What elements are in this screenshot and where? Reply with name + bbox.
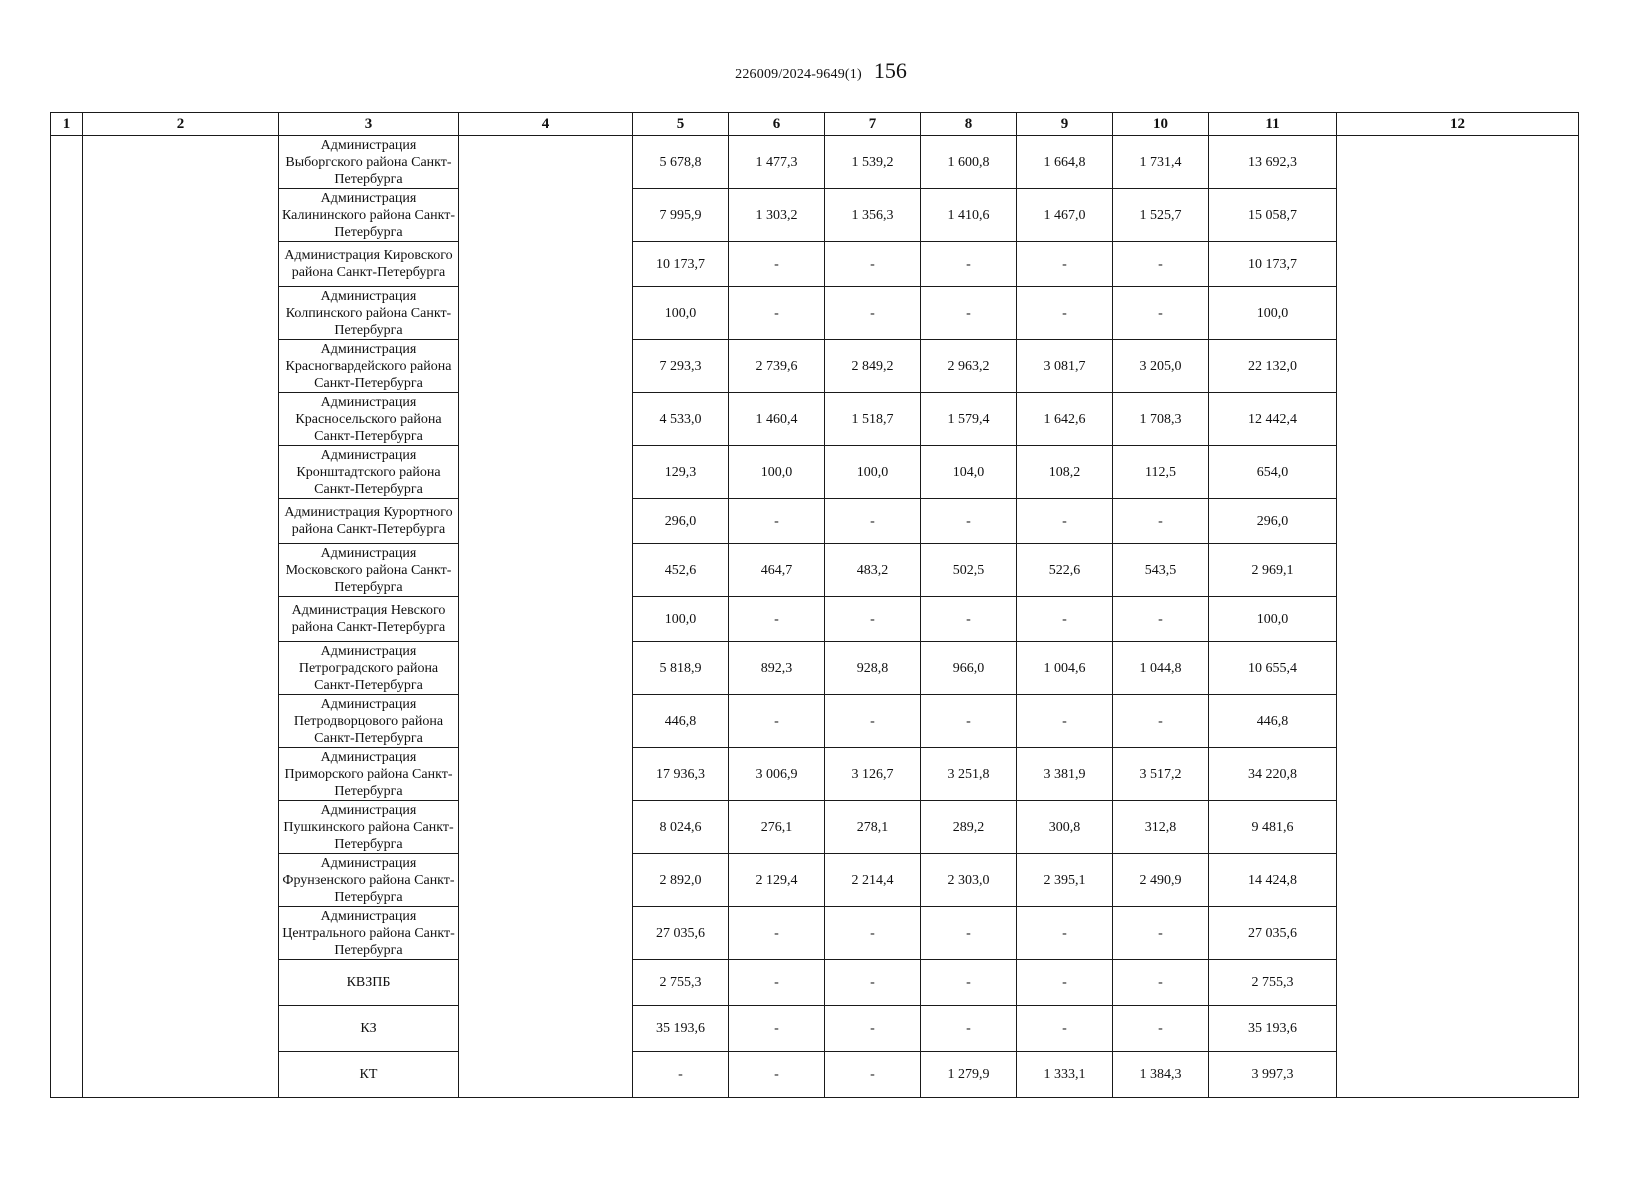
value-cell-col-11: 13 692,3 [1209, 136, 1337, 189]
column-header-2: 2 [83, 113, 279, 136]
executor-cell: КТ [279, 1052, 459, 1098]
value-cell-col-6: - [729, 242, 825, 287]
executor-cell: Администрация Красногвардейского района Санкт-Петербурга [279, 340, 459, 393]
value-cell-col-10: 1 525,7 [1113, 189, 1209, 242]
value-cell-col-8: 289,2 [921, 801, 1017, 854]
value-cell-col-5: 35 193,6 [633, 1006, 729, 1052]
value-cell-col-9: - [1017, 1006, 1113, 1052]
value-cell-col-5: 5 818,9 [633, 642, 729, 695]
value-cell-col-10: 543,5 [1113, 544, 1209, 597]
executor-cell: Администрация Кронштадтского района Санкт-Петербурга [279, 446, 459, 499]
value-cell-col-6: 2 129,4 [729, 854, 825, 907]
value-cell-col-6: - [729, 695, 825, 748]
value-cell-col-7: 483,2 [825, 544, 921, 597]
value-cell-col-5: 129,3 [633, 446, 729, 499]
value-cell-col-6: - [729, 597, 825, 642]
value-cell-col-10: - [1113, 1006, 1209, 1052]
value-cell-col-11: 446,8 [1209, 695, 1337, 748]
executor-cell: Администрация Выборгского района Санкт-Петербурга [279, 136, 459, 189]
column-header-9: 9 [1017, 113, 1113, 136]
value-cell-col-6: - [729, 960, 825, 1006]
value-cell-col-8: - [921, 960, 1017, 1006]
value-cell-col-6: - [729, 499, 825, 544]
value-cell-col-6: - [729, 287, 825, 340]
value-cell-col-6: 276,1 [729, 801, 825, 854]
budget-table-sheet [50, 112, 1578, 1098]
value-cell-col-9: 300,8 [1017, 801, 1113, 854]
value-cell-col-8: 1 410,6 [921, 189, 1017, 242]
value-cell-col-11: 100,0 [1209, 597, 1337, 642]
value-cell-col-6: 3 006,9 [729, 748, 825, 801]
empty-cell-col-1 [51, 136, 83, 1098]
value-cell-col-6: - [729, 1006, 825, 1052]
value-cell-col-8: 104,0 [921, 446, 1017, 499]
executor-cell: КВЗПБ [279, 960, 459, 1006]
value-cell-col-10: - [1113, 597, 1209, 642]
table-row [51, 136, 1579, 189]
value-cell-col-5: 10 173,7 [633, 242, 729, 287]
value-cell-col-6: 100,0 [729, 446, 825, 499]
value-cell-col-9: - [1017, 287, 1113, 340]
value-cell-col-9: 1 467,0 [1017, 189, 1113, 242]
value-cell-col-7: 928,8 [825, 642, 921, 695]
value-cell-col-10: 1 731,4 [1113, 136, 1209, 189]
value-cell-col-8: 2 303,0 [921, 854, 1017, 907]
value-cell-col-7: 1 539,2 [825, 136, 921, 189]
value-cell-col-10: 1 384,3 [1113, 1052, 1209, 1098]
value-cell-col-11: 35 193,6 [1209, 1006, 1337, 1052]
executor-cell: Администрация Петродворцового района Санкт-Петербурга [279, 695, 459, 748]
value-cell-col-11: 3 997,3 [1209, 1052, 1337, 1098]
value-cell-col-8: 2 963,2 [921, 340, 1017, 393]
budget-table [50, 112, 1579, 1098]
value-cell-col-6: 464,7 [729, 544, 825, 597]
value-cell-col-5: 7 293,3 [633, 340, 729, 393]
value-cell-col-6: 1 477,3 [729, 136, 825, 189]
executor-cell: Администрация Колпинского района Санкт-Петербурга [279, 287, 459, 340]
executor-cell: Администрация Курортного района Санкт-Петербурга [279, 499, 459, 544]
value-cell-col-8: - [921, 597, 1017, 642]
value-cell-col-6: 1 303,2 [729, 189, 825, 242]
value-cell-col-7: - [825, 907, 921, 960]
value-cell-col-11: 9 481,6 [1209, 801, 1337, 854]
value-cell-col-6: 1 460,4 [729, 393, 825, 446]
column-number-row [51, 113, 1579, 136]
value-cell-col-9: - [1017, 242, 1113, 287]
executor-cell: Администрация Красносельского района Санкт-Петербурга [279, 393, 459, 446]
column-header-5: 5 [633, 113, 729, 136]
page-number: 156 [873, 58, 907, 83]
executor-cell: Администрация Московского района Санкт-Петербурга [279, 544, 459, 597]
value-cell-col-7: - [825, 499, 921, 544]
value-cell-col-8: - [921, 907, 1017, 960]
value-cell-col-9: 2 395,1 [1017, 854, 1113, 907]
document-header [0, 58, 1642, 84]
empty-cell-col-4 [459, 136, 633, 1098]
value-cell-col-9: 1 642,6 [1017, 393, 1113, 446]
value-cell-col-10: - [1113, 242, 1209, 287]
value-cell-col-10: 1 044,8 [1113, 642, 1209, 695]
value-cell-col-6: 2 739,6 [729, 340, 825, 393]
value-cell-col-11: 10 655,4 [1209, 642, 1337, 695]
value-cell-col-10: - [1113, 960, 1209, 1006]
value-cell-col-11: 22 132,0 [1209, 340, 1337, 393]
value-cell-col-5: 4 533,0 [633, 393, 729, 446]
executor-cell: Администрация Центрального района Санкт-Петербурга [279, 907, 459, 960]
value-cell-col-9: 522,6 [1017, 544, 1113, 597]
column-header-11: 11 [1209, 113, 1337, 136]
executor-cell: КЗ [279, 1006, 459, 1052]
value-cell-col-7: - [825, 960, 921, 1006]
column-header-3: 3 [279, 113, 459, 136]
value-cell-col-7: - [825, 597, 921, 642]
value-cell-col-11: 100,0 [1209, 287, 1337, 340]
value-cell-col-11: 10 173,7 [1209, 242, 1337, 287]
value-cell-col-5: 27 035,6 [633, 907, 729, 960]
value-cell-col-7: 2 214,4 [825, 854, 921, 907]
column-header-8: 8 [921, 113, 1017, 136]
value-cell-col-6: - [729, 1052, 825, 1098]
value-cell-col-9: 1 664,8 [1017, 136, 1113, 189]
value-cell-col-5: 296,0 [633, 499, 729, 544]
registration-number: 226009/2024-9649(1) [735, 67, 862, 82]
value-cell-col-10: - [1113, 695, 1209, 748]
value-cell-col-9: - [1017, 499, 1113, 544]
value-cell-col-10: 2 490,9 [1113, 854, 1209, 907]
executor-cell: Администрация Калининского района Санкт-Петербурга [279, 189, 459, 242]
value-cell-col-11: 12 442,4 [1209, 393, 1337, 446]
column-header-10: 10 [1113, 113, 1209, 136]
value-cell-col-7: 1 356,3 [825, 189, 921, 242]
column-header-12: 12 [1337, 113, 1579, 136]
value-cell-col-11: 296,0 [1209, 499, 1337, 544]
value-cell-col-5: 452,6 [633, 544, 729, 597]
value-cell-col-9: 108,2 [1017, 446, 1113, 499]
executor-cell: Администрация Невского района Санкт-Петербурга [279, 597, 459, 642]
value-cell-col-10: 1 708,3 [1113, 393, 1209, 446]
value-cell-col-9: - [1017, 907, 1113, 960]
value-cell-col-8: 966,0 [921, 642, 1017, 695]
value-cell-col-6: - [729, 907, 825, 960]
value-cell-col-5: 5 678,8 [633, 136, 729, 189]
value-cell-col-10: 312,8 [1113, 801, 1209, 854]
table-body [51, 136, 1579, 1098]
value-cell-col-11: 15 058,7 [1209, 189, 1337, 242]
value-cell-col-9: - [1017, 695, 1113, 748]
value-cell-col-8: 1 579,4 [921, 393, 1017, 446]
value-cell-col-11: 14 424,8 [1209, 854, 1337, 907]
value-cell-col-11: 654,0 [1209, 446, 1337, 499]
value-cell-col-8: - [921, 287, 1017, 340]
value-cell-col-8: - [921, 499, 1017, 544]
value-cell-col-11: 27 035,6 [1209, 907, 1337, 960]
value-cell-col-10: - [1113, 907, 1209, 960]
value-cell-col-7: - [825, 1006, 921, 1052]
value-cell-col-10: - [1113, 287, 1209, 340]
value-cell-col-5: 2 755,3 [633, 960, 729, 1006]
column-header-1: 1 [51, 113, 83, 136]
column-header-6: 6 [729, 113, 825, 136]
value-cell-col-5: 446,8 [633, 695, 729, 748]
value-cell-col-7: - [825, 1052, 921, 1098]
value-cell-col-8: - [921, 1006, 1017, 1052]
value-cell-col-8: - [921, 242, 1017, 287]
executor-cell: Администрация Кировского района Санкт-Петербурга [279, 242, 459, 287]
value-cell-col-5: 2 892,0 [633, 854, 729, 907]
executor-cell: Администрация Приморского района Санкт-Петербурга [279, 748, 459, 801]
value-cell-col-6: 892,3 [729, 642, 825, 695]
value-cell-col-7: 100,0 [825, 446, 921, 499]
value-cell-col-7: 3 126,7 [825, 748, 921, 801]
value-cell-col-8: 502,5 [921, 544, 1017, 597]
column-header-7: 7 [825, 113, 921, 136]
value-cell-col-11: 34 220,8 [1209, 748, 1337, 801]
empty-cell-col-12 [1337, 136, 1579, 1098]
value-cell-col-7: - [825, 695, 921, 748]
value-cell-col-5: 8 024,6 [633, 801, 729, 854]
value-cell-col-7: - [825, 242, 921, 287]
value-cell-col-7: 1 518,7 [825, 393, 921, 446]
table-header [51, 113, 1579, 136]
value-cell-col-5: 100,0 [633, 287, 729, 340]
value-cell-col-8: 3 251,8 [921, 748, 1017, 801]
executor-cell: Администрация Пушкинского района Санкт-Петербурга [279, 801, 459, 854]
executor-cell: Администрация Фрунзенского района Санкт-Петербурга [279, 854, 459, 907]
empty-cell-col-2 [83, 136, 279, 1098]
value-cell-col-5: 7 995,9 [633, 189, 729, 242]
executor-cell: Администрация Петроградского района Санкт-Петербурга [279, 642, 459, 695]
column-header-4: 4 [459, 113, 633, 136]
value-cell-col-9: 1 004,6 [1017, 642, 1113, 695]
value-cell-col-9: 3 381,9 [1017, 748, 1113, 801]
value-cell-col-8: 1 600,8 [921, 136, 1017, 189]
value-cell-col-7: 278,1 [825, 801, 921, 854]
value-cell-col-8: - [921, 695, 1017, 748]
value-cell-col-10: - [1113, 499, 1209, 544]
value-cell-col-5: 100,0 [633, 597, 729, 642]
value-cell-col-9: 3 081,7 [1017, 340, 1113, 393]
value-cell-col-9: - [1017, 960, 1113, 1006]
value-cell-col-11: 2 755,3 [1209, 960, 1337, 1006]
value-cell-col-9: - [1017, 597, 1113, 642]
value-cell-col-9: 1 333,1 [1017, 1052, 1113, 1098]
value-cell-col-5: 17 936,3 [633, 748, 729, 801]
value-cell-col-10: 112,5 [1113, 446, 1209, 499]
value-cell-col-5: - [633, 1052, 729, 1098]
value-cell-col-8: 1 279,9 [921, 1052, 1017, 1098]
value-cell-col-11: 2 969,1 [1209, 544, 1337, 597]
value-cell-col-7: - [825, 287, 921, 340]
value-cell-col-10: 3 517,2 [1113, 748, 1209, 801]
value-cell-col-7: 2 849,2 [825, 340, 921, 393]
value-cell-col-10: 3 205,0 [1113, 340, 1209, 393]
